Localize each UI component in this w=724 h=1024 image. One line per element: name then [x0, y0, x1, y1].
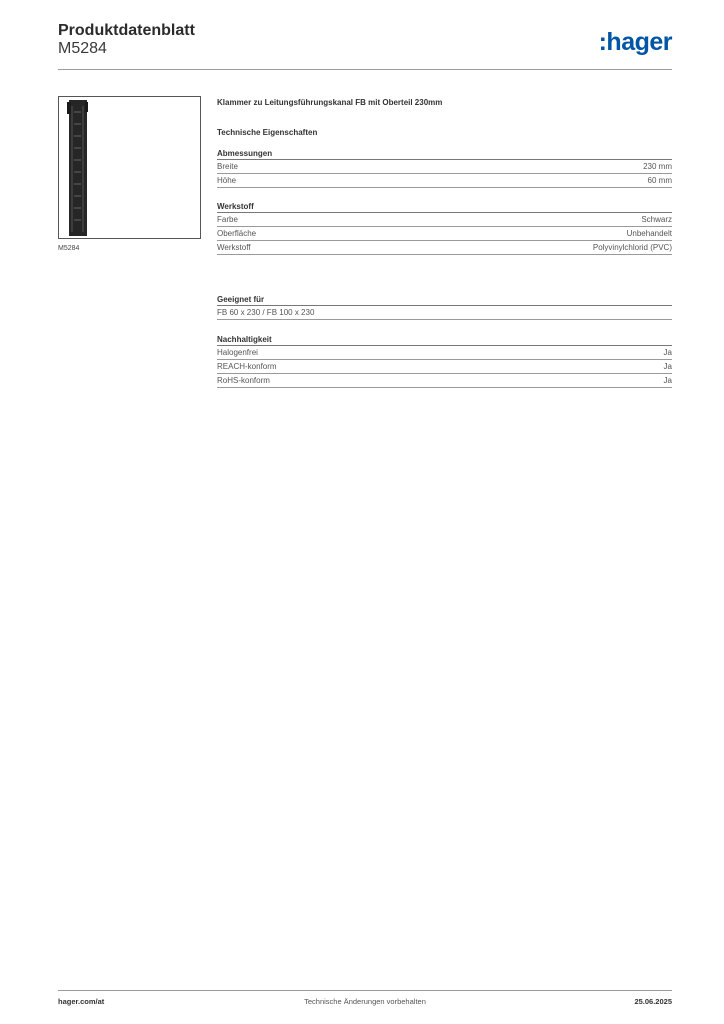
spec-label: REACH-konform — [217, 362, 277, 371]
spec-label: Breite — [217, 162, 238, 171]
sustainability-heading: Nachhaltigkeit — [217, 333, 672, 346]
website-link[interactable]: hager.com/at — [58, 997, 105, 1006]
spec-content — [217, 96, 672, 388]
material-heading: Werkstoff — [217, 200, 672, 213]
spec-label: Farbe — [217, 215, 238, 224]
footer-note: Technische Änderungen vorbehalten — [304, 997, 426, 1006]
spec-row — [217, 241, 672, 255]
spec-value: Ja — [663, 362, 672, 371]
hager-logo: :hager — [598, 28, 672, 56]
spec-label: RoHS-konform — [217, 376, 270, 385]
page-footer — [58, 990, 672, 1010]
spec-row — [217, 160, 672, 174]
spec-value: Unbehandelt — [626, 229, 672, 238]
spec-value: Schwarz — [641, 215, 672, 224]
spec-label: Werkstoff — [217, 243, 251, 252]
spec-row — [217, 227, 672, 241]
spec-row — [217, 174, 672, 188]
document-title: Produktdatenblatt — [58, 22, 195, 39]
spec-row — [217, 306, 672, 320]
spec-value: 230 mm — [643, 162, 672, 171]
spec-value: Ja — [663, 376, 672, 385]
spec-row — [217, 360, 672, 374]
spec-label: Höhe — [217, 176, 237, 185]
product-description: Klammer zu Leitungsführungskanal FB mit Oberteil 230mm — [217, 98, 443, 107]
product-code: M5284 — [58, 40, 107, 57]
spec-value: 60 mm — [647, 176, 672, 185]
product-image-frame — [58, 96, 201, 239]
technical-properties-heading: Technische Eigenschaften — [217, 128, 318, 137]
dimensions-heading: Abmessungen — [217, 147, 672, 160]
footer-date: 25.06.2025 — [634, 997, 672, 1006]
spec-row — [217, 213, 672, 227]
image-caption: M5284 — [58, 245, 80, 252]
page-header — [58, 20, 672, 70]
suitable-for-heading: Geeignet für — [217, 293, 672, 306]
spec-value: Polyvinylchlorid (PVC) — [592, 243, 672, 252]
spec-row — [217, 346, 672, 360]
spec-row — [217, 374, 672, 388]
spec-label: Oberfläche — [217, 229, 257, 238]
spec-label: FB 60 x 230 / FB 100 x 230 — [217, 308, 315, 317]
product-image — [59, 97, 200, 238]
spec-label: Halogenfrei — [217, 348, 258, 357]
spec-value: Ja — [663, 348, 672, 357]
